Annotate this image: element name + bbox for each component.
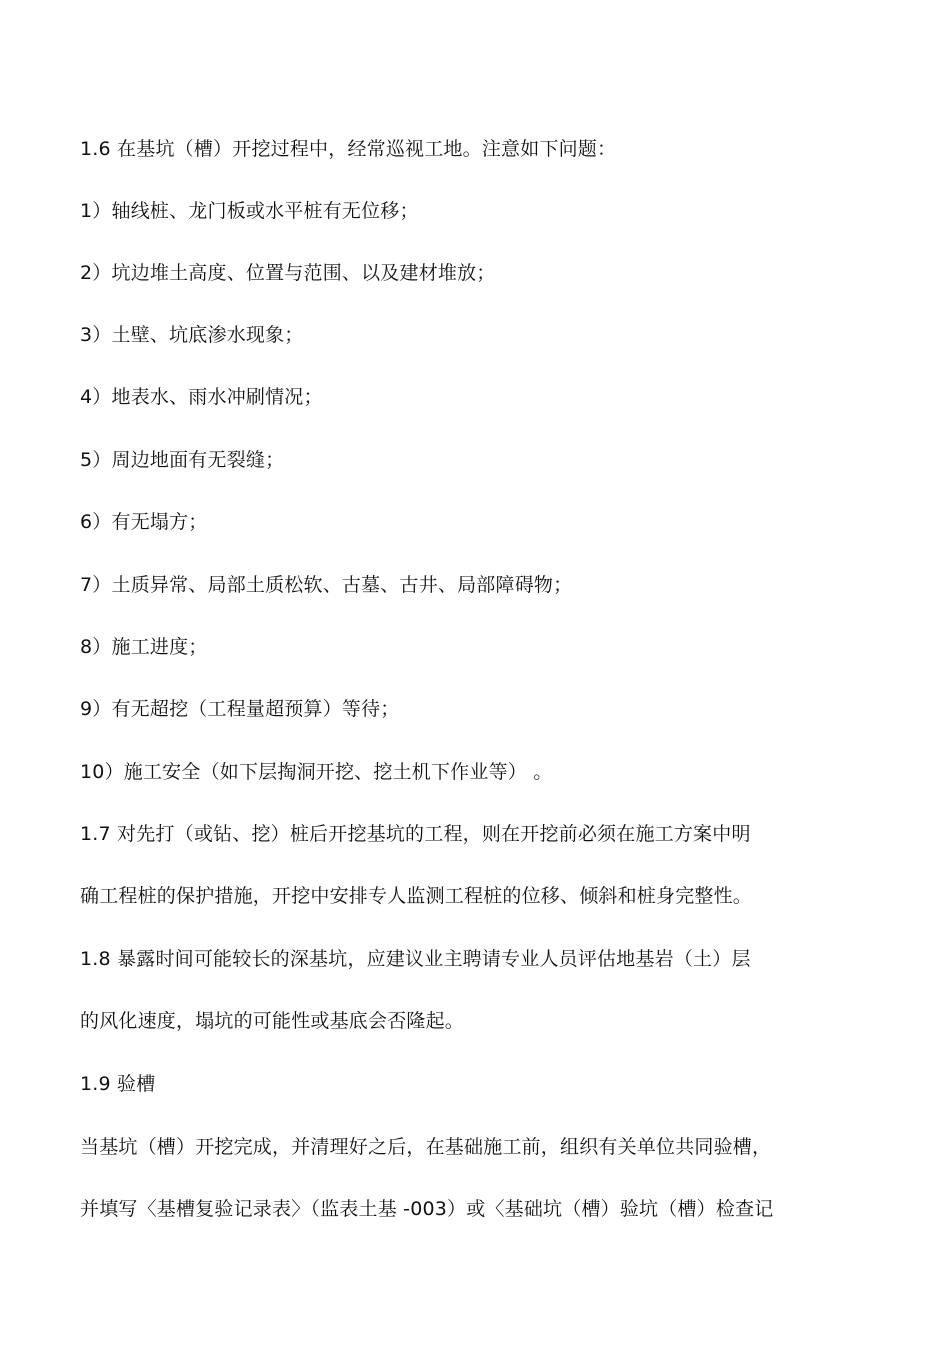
section-1-7-paragraph-line-2: 确工程桩的保护措施，开挖中安排专人监测工程桩的位移、倾斜和桩身完整性。	[80, 885, 753, 907]
list-item-1: 1）轴线桩、龙门板或水平桩有无位移；	[80, 200, 419, 222]
list-item-7: 7）土质异常、局部土质松软、古墓、古井、局部障碍物；	[80, 574, 573, 596]
list-item-9: 9）有无超挖（工程量超预算）等待；	[80, 698, 400, 720]
list-item-3: 3）土壁、坑底渗水现象；	[80, 324, 304, 346]
list-item-5: 5）周边地面有无裂缝；	[80, 449, 285, 471]
section-1-9-heading: 1.9 验槽	[80, 1073, 156, 1095]
section-1-8-paragraph-line-1: 1.8 暴露时间可能较长的深基坑，应建议业主聘请专业人员评估地基岩（土）层	[80, 948, 751, 970]
section-1-9-paragraph-line-2: 并填写〈基槽复验记录表〉（监表土基 -003）或〈基础坑（槽）验坑（槽）检查记	[80, 1198, 774, 1220]
list-item-4: 4）地表水、雨水冲刷情况；	[80, 386, 323, 408]
section-1-8-paragraph-line-2: 的风化速度，塌坑的可能性或基底会否隆起。	[80, 1010, 465, 1032]
list-item-2: 2）坑边堆土高度、位置与范围、以及建材堆放；	[80, 262, 496, 284]
section-1-7-paragraph-line-1: 1.7 对先打（或钻、挖）桩后开挖基坑的工程，则在开挖前必须在施工方案中明	[80, 823, 751, 845]
list-item-8: 8）施工进度；	[80, 636, 208, 658]
section-1-6-heading: 1.6 在基坑（槽）开挖过程中，经常巡视工地。注意如下问题：	[80, 138, 617, 160]
list-item-6: 6）有无塌方；	[80, 511, 208, 533]
list-item-10: 10）施工安全（如下层掏洞开挖、挖土机下作业等） 。	[80, 761, 553, 783]
section-1-9-paragraph-line-1: 当基坑（槽）开挖完成，并清理好之后，在基础施工前，组织有关单位共同验槽，	[80, 1136, 772, 1158]
